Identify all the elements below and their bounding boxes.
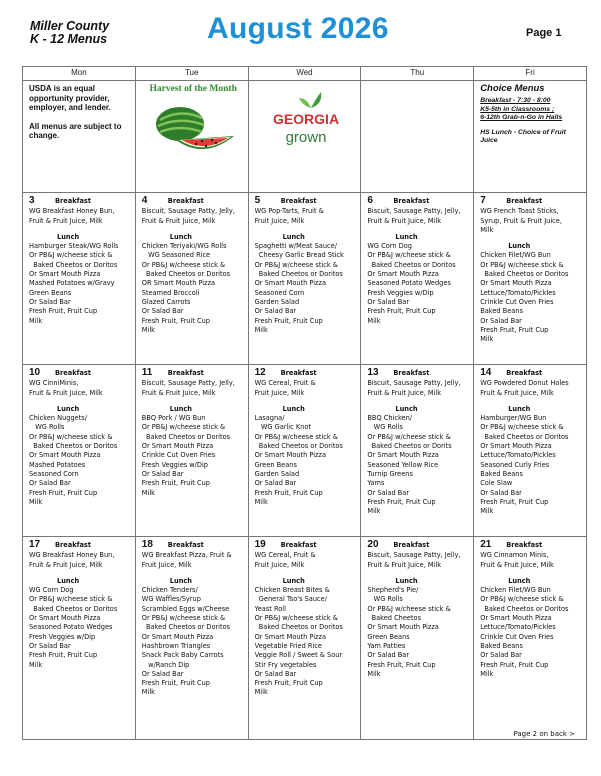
day-cell [249,193,361,364]
lunch-item: Milk [254,497,268,506]
lunch-item: Mashed Potatoes [29,460,86,469]
lunch-item: Milk [254,325,268,334]
lunch-item: Stir Fry vegetables [254,660,317,669]
lunch-item: Or Smart Mouth Pizza [480,442,552,451]
lunch-item: Yam Patties [367,641,406,650]
lunch-item: Or Salad Bar [254,669,297,678]
lunch-item: Or Smart Mouth Pizza [254,451,327,460]
lunch-item: Milk [29,316,43,325]
lunch-item: Milk [141,688,155,697]
breakfast-label: Breakfast [393,541,430,549]
lunch-item: Seasoned Yellow Rice [367,460,439,469]
day-header [480,540,583,550]
weekday-wed: Wed [248,67,361,81]
day-cell [136,537,248,739]
lunch-item: Or PB&J w/cheese stick & [29,595,113,604]
lunch-item: Garden Salad [254,297,300,306]
day-number: 3 [29,195,35,206]
lunch-item: Milk [367,669,381,678]
day-header [29,196,132,206]
lunch-item: Hashbrown Triangles [141,641,211,650]
lunch-item: BBQ Pork / WG Bun [141,414,206,423]
subject-to-change: All menus are subject to change. [29,121,122,140]
day-number: 11 [141,367,153,378]
lunch-item: WG Seasoned Rice [141,251,211,260]
lunch-item: Baked Cheetos or Doritos [141,623,231,632]
lunch-item: Or Smart Mouth Pizza [480,614,552,623]
breakfast-label: Breakfast [280,369,317,377]
lunch-item: Baked Beans [480,641,523,650]
lunch-item: Fresh Fruit, Fruit Cup [480,325,549,334]
day-header [29,368,132,378]
lunch-item: Baked Cheetos or Doritos [141,270,231,279]
lunch-item: Or Salad Bar [480,316,522,325]
choice-breakfast-time: Breakfast - 7:30 - 8:00 [480,97,551,105]
day-number: 21 [480,539,492,550]
lunch-item: Mashed Potatoes w/Gravy [29,279,115,288]
lunch-item: Or PB&J w/cheese stick & [367,604,451,613]
lunch-item: Or Smart Mouth Pizza [367,623,439,632]
breakfast-label: Breakfast [280,197,317,205]
breakfast-item: Biscuit, Sausage Patty, Jelly, [141,207,235,216]
lunch-item: Fresh Veggies w/Dip [367,288,434,297]
lunch-item: Fresh Fruit, Fruit Cup [254,316,323,325]
breakfast-item: WG Cereal, Fruit & [254,379,316,388]
weekday-thu: Thu [361,67,474,81]
lunch-item: BBQ Chicken/ [367,414,413,423]
lunch-item: General Tso's Sauce/ [254,595,327,604]
lunch-item: Hamburger/WG Bun [480,414,547,423]
breakfast-item: WG Pop-Tarts, Fruit & [254,207,324,216]
day-header [142,368,245,378]
lunch-item: Or Smart Mouth Pizza [254,632,327,641]
lunch-item: Or PB&J w/cheese stick & [367,251,451,260]
menu-calendar [22,66,587,740]
lunch-item: Baked Cheetos or Doritos [480,604,569,613]
breakfast-item: WG Breakfast Honey Bun, [29,551,115,560]
lunch-item: Yams [367,479,385,488]
lunch-label: Lunch [57,232,80,241]
day-number: 10 [29,367,41,378]
lunch-item: Cole Slaw [480,479,513,488]
lunch-label: Lunch [508,404,531,413]
lunch-item: Or PB&J w/cheese stick & [254,614,338,623]
lunch-item: WG Corn Dog [29,586,74,595]
lunch-item: Fresh Fruit, Fruit Cup [367,307,436,316]
lunch-item: Or Salad Bar [367,488,410,497]
choice-title: Choice Menus [480,83,545,94]
lunch-item: Or Smart Mouth Pizza [367,270,439,279]
lunch-item: OR Smart Mouth Pizza [141,279,216,288]
lunch-item: Baked Cheetos or Doritos [254,623,343,632]
lunch-item: w/Ranch Dip [141,660,190,669]
lunch-item: Or Salad Bar [367,651,410,660]
breakfast-item: Biscuit, Sausage Patty, Jelly, [367,379,461,388]
breakfast-item: WG Powdered Donut Holes [480,379,569,388]
lunch-item: Green Beans [29,288,72,297]
day-cell [136,193,248,364]
day-header [255,368,358,378]
lunch-item: Scrambled Eggs w/Cheese [141,604,230,613]
day-header [142,196,245,206]
day-number: 5 [254,195,261,206]
lunch-item: Or PB&J w/cheese stick & [141,614,226,623]
day-header [480,196,583,206]
lunch-item: Baked Beans [480,307,523,316]
lunch-item: Fresh Fruit, Fruit Cup [480,497,549,506]
lunch-item: Crinkle Cut Oven Fries [480,297,554,306]
breakfast-item: Fruit & Fruit Juice, Milk [480,560,554,569]
day-cell [23,365,135,536]
lunch-item: Or Salad Bar [141,307,184,316]
day-header [480,368,583,378]
breakfast-item: Biscuit, Sausage Patty, Jelly, [141,379,235,388]
choice-lunch: HS Lunch - Choice of Fruit Juice [480,128,566,145]
day-header [367,196,470,206]
day-cell [23,537,135,739]
day-number: 7 [480,195,486,206]
lunch-item: Or Smart Mouth Pizza [29,614,101,623]
breakfast-item: WG Cereal, Fruit & [254,551,316,560]
empty-cell [361,81,474,193]
lunch-item: Fresh Fruit, Fruit Cup [254,488,323,497]
day-cell [23,193,135,364]
lunch-item: Milk [480,335,494,344]
grades-label: K - 12 Menus [30,32,108,46]
day-cell [361,537,473,739]
lunch-item: Green Beans [367,632,410,641]
lunch-item: Yeast Roll [254,604,286,613]
lunch-item: Seasoned Curly Fries [480,460,550,469]
choice-breakfast-612: 6-12th Grab-n-Go in Halls [480,114,563,122]
day-number: 17 [29,539,41,550]
breakfast-item: Fruit & Fruit Juice, Milk [29,216,103,225]
lunch-label: Lunch [508,242,531,251]
lunch-item: Chicken Nuggets/ [29,414,87,423]
lunch-label: Lunch [282,232,305,241]
day-number: 13 [367,367,379,378]
lunch-item: Baked Cheetos or Dorits [367,442,452,451]
lunch-item: Chicken Filet/WG Bun [480,251,551,260]
lunch-item: Or Smart Mouth Pizza [480,279,552,288]
lunch-item: Or PB&J w/cheese stick & [29,432,113,441]
lunch-item: Baked Cheetos or Doritos [367,260,456,269]
lunch-item: Or Smart Mouth Pizza [141,442,214,451]
week-row [23,365,587,537]
breakfast-item: Fruit & Fruit Juice, Milk [367,388,442,397]
weekday-tue: Tue [135,67,248,81]
lunch-item: Fresh Fruit, Fruit Cup [254,679,323,688]
lunch-item: WG Waffles/Syrup [141,595,201,604]
harvest-cell [135,81,248,193]
lunch-item: Or Smart Mouth Pizza [29,451,101,460]
breakfast-label: Breakfast [506,541,543,549]
breakfast-label: Breakfast [55,541,91,549]
georgia-grown-cell [248,81,361,193]
breakfast-label: Breakfast [393,369,430,377]
logo-top-text: GEORGIA [272,111,340,127]
lunch-item: Fresh Fruit, Fruit Cup [480,660,549,669]
breakfast-label: Breakfast [393,197,430,205]
lunch-item: Or Salad Bar [367,297,410,306]
lunch-item: Snack Pack Baby Carrots [141,651,224,660]
day-cell [361,193,473,364]
lunch-label: Lunch [57,576,80,585]
lunch-item: Fresh Fruit, Fruit Cup [141,316,210,325]
lunch-item: Or PB&J w/cheese stick & [141,423,226,432]
breakfast-item: Fruit & Fruit Juice, Milk [29,560,103,569]
lunch-item: Fresh Veggies w/Dip [141,460,208,469]
lunch-item: Baked Cheetos or Doritos [254,270,343,279]
breakfast-item: Biscuit, Sausage Patty, Jelly, [367,551,461,560]
lunch-item: Milk [367,507,381,516]
day-header [255,540,358,550]
lunch-item: Shepherd's Pie/ [367,586,419,595]
breakfast-item: WG Breakfast Pizza, Fruit & [141,551,232,560]
breakfast-label: Breakfast [167,369,204,377]
lunch-item: WG Rolls [29,423,65,432]
day-cell [474,537,586,739]
lunch-item: Or PB&J w/cheese stick & [480,423,564,432]
lunch-item: WG Corn Dog [367,242,412,251]
lunch-item: Fresh Fruit, Fruit Cup [29,488,98,497]
day-number: 6 [367,195,373,206]
breakfast-item: Fruit Juice, Milk [141,560,192,569]
lunch-item: Or Smart Mouth Pizza [29,270,101,279]
county-title [30,20,109,46]
lunch-item: Or Salad Bar [29,297,71,306]
lunch-item: Or Smart Mouth Pizza [141,632,214,641]
lunch-item: Or PB&J w/cheese stick & [480,595,564,604]
lunch-item: Seasoned Potato Wedges [29,623,113,632]
lunch-item: Milk [367,316,381,325]
lunch-item: Milk [254,688,268,697]
breakfast-item: Fruit & Fruit Juice, Milk [141,388,216,397]
lunch-label: Lunch [395,232,418,241]
breakfast-item: Syrup, Fruit & Fruit Juice, [480,216,562,225]
breakfast-item: Fruit Juice, Milk [254,560,305,569]
lunch-item: Lettuce/Tomato/Pickles [480,451,556,460]
month-title: August 2026 [207,12,389,45]
lunch-item: Or Salad Bar [254,479,297,488]
lunch-item: Chicken Breast Bites & [254,586,330,595]
logo-bottom-text: grown [285,129,327,146]
lunch-item: Fresh Fruit, Fruit Cup [141,479,210,488]
lunch-item: Chicken Tenders/ [141,586,198,595]
lunch-item: Fresh Fruit, Fruit Cup [367,660,436,669]
breakfast-label: Breakfast [167,197,204,205]
lunch-item: Or Salad Bar [29,641,71,650]
lunch-item: Crinkle Cut Oven Fries [141,451,216,460]
breakfast-item: Fruit & Fruit Juice, Milk [141,216,216,225]
lunch-item: Baked Cheetos or Doritos [254,442,343,451]
harvest-title: Harvest of the Month [149,84,237,94]
county-name: Miller County [30,19,110,33]
lunch-item: Steamed Broccoli [141,288,200,297]
breakfast-item: Fruit & Fruit Juice, Milk [367,216,442,225]
lunch-item: Or Salad Bar [29,479,71,488]
lunch-item: Green Beans [254,460,297,469]
breakfast-label: Breakfast [55,369,91,377]
breakfast-item: WG Breakfast Honey Bun, [29,207,115,216]
lunch-item: Crinkle Cut Oven Fries [480,632,554,641]
lunch-item: Or PB&J w/cheese stick & [141,260,226,269]
day-header [367,368,470,378]
day-header [142,540,245,550]
week-row [23,537,587,740]
lunch-item: Or Smart Mouth Pizza [254,279,327,288]
day-cell [136,365,248,536]
lunch-item: Spaghetti w/Meat Sauce/ [254,242,337,251]
day-header [367,540,470,550]
lunch-item: Garden Salad [254,469,300,478]
lunch-item: Or Smart Mouth Pizza [367,451,439,460]
day-cell [249,537,361,739]
lunch-item: Baked Cheetos or Doritos [29,260,118,269]
lunch-item: Or PB&J w/cheese stick & [367,432,451,441]
lunch-item: Baked Cheetos or Doritos [29,442,118,451]
week-row [23,193,587,365]
lunch-label: Lunch [282,404,305,413]
georgia-grown-logo [271,90,341,148]
breakfast-label: Breakfast [506,369,543,377]
footer-note: Page 2 on back > [513,730,575,738]
page-number: Page 1 [526,27,562,39]
lunch-item: Lasagna/ [254,414,285,423]
lunch-item: WG Rolls [367,423,403,432]
lunch-item: Chicken Teriyaki/WG Rolls [141,242,227,251]
day-cell [361,365,473,536]
lunch-item: Hamburger Steak/WG Rolls [29,242,119,251]
lunch-item: Or Salad Bar [141,469,184,478]
lunch-item: Baked Cheetos or Doritos [141,432,231,441]
breakfast-label: Breakfast [55,197,91,205]
day-cell [474,193,586,364]
weekday-fri: Fri [474,67,587,81]
lunch-item: Cheesy Garlic Bread Stick [254,251,344,260]
lunch-item: Seasoned Potato Wedges [367,279,451,288]
day-cell [474,365,586,536]
lunch-item: Or PB&J w/cheese stick & [254,260,338,269]
lunch-item: Chicken Filet/WG Bun [480,586,551,595]
breakfast-item: Fruit Juice, Milk [254,216,305,225]
lunch-item: Milk [29,660,43,669]
lunch-item: Baked Cheetos or Doritos [29,604,118,613]
day-header [255,196,358,206]
lunch-item: Milk [141,488,155,497]
lunch-item: Or Salad Bar [480,651,522,660]
day-number: 4 [141,195,148,206]
usda-cell [23,81,136,193]
lunch-item: Vegetable Fried Rice [254,641,322,650]
lunch-label: Lunch [282,576,305,585]
lunch-item: Fresh Fruit, Fruit Cup [367,497,436,506]
lunch-item: Or PB&J w/cheese stick & [254,432,338,441]
breakfast-item: Fruit & Fruit Juice, Milk [367,560,442,569]
lunch-label: Lunch [169,232,192,241]
day-number: 12 [254,367,266,378]
lunch-item: Baked Cheetos or Doritos [480,432,569,441]
lunch-item: Seasoned Corn [254,288,305,297]
menu-header [0,0,601,64]
breakfast-label: Breakfast [506,197,543,205]
day-number: 19 [254,539,266,550]
watermelon-image [146,98,236,160]
day-header [29,540,132,550]
lunch-item: Fresh Fruit, Fruit Cup [29,307,98,316]
lunch-item: Or PB&J w/cheese stick & [29,251,113,260]
lunch-item: Fresh Fruit, Fruit Cup [141,679,210,688]
lunch-item: Or Salad Bar [254,307,297,316]
lunch-label: Lunch [508,576,531,585]
lunch-item: Fresh Fruit, Fruit Cup [29,651,98,660]
lunch-item: Or Salad Bar [141,669,184,678]
breakfast-item: WG Cinnamon Minis, [480,551,549,560]
lunch-item: Milk [480,669,494,678]
usda-statement: USDA is an equal opportunity provider, employer, and lender. [29,84,111,112]
lunch-item: Or PB&J w/cheese stick & [480,260,564,269]
breakfast-item: WG French Toast Sticks, [480,207,559,216]
day-number: 20 [367,539,379,550]
lunch-item: Baked Cheetos [367,614,422,623]
lunch-label: Lunch [169,404,192,413]
breakfast-item: Biscuit, Sausage Patty, Jelly, [367,207,461,216]
lunch-item: Baked Cheetos or Doritos [480,270,569,279]
lunch-item: Milk [141,325,155,334]
day-number: 18 [141,539,153,550]
day-cell [249,365,361,536]
lunch-item: Milk [29,497,43,506]
lunch-item: Milk [480,507,494,516]
day-number: 14 [480,367,492,378]
lunch-item: WG Garlic Knot [254,423,311,432]
lunch-item: Lettuce/Tomato/Pickles [480,288,556,297]
lunch-item: Lettuce/Tomato/Pickles [480,623,556,632]
breakfast-item: Milk [480,225,494,234]
lunch-item: Seasoned Corn [29,469,79,478]
breakfast-item: WG CinniMinis, [29,379,79,388]
lunch-item: Baked Beans [480,469,523,478]
choice-breakfast-k5: K5-5th in Classrooms ; [480,105,555,113]
lunch-item: WG Rolls [367,595,403,604]
breakfast-label: Breakfast [167,541,204,549]
breakfast-label: Breakfast [280,541,317,549]
breakfast-item: Fruit & Fruit Juice, Milk [480,388,554,397]
lunch-item: Glazed Carrots [141,297,191,306]
breakfast-item: Fruit Juice, Milk [254,388,305,397]
weekday-mon: Mon [23,67,136,81]
lunch-label: Lunch [395,576,418,585]
lunch-item: Fresh Veggies w/Dip [29,632,96,641]
choice-menus-cell [474,81,587,193]
lunch-label: Lunch [169,576,192,585]
lunch-item: Or Salad Bar [480,488,522,497]
lunch-item: Turnip Greens [367,469,413,478]
lunch-label: Lunch [57,404,80,413]
lunch-item: Veggie Roll / Sweet & Sour [254,651,343,660]
lunch-label: Lunch [395,404,418,413]
breakfast-item: Fruit & Fruit Juice, Milk [29,388,103,397]
